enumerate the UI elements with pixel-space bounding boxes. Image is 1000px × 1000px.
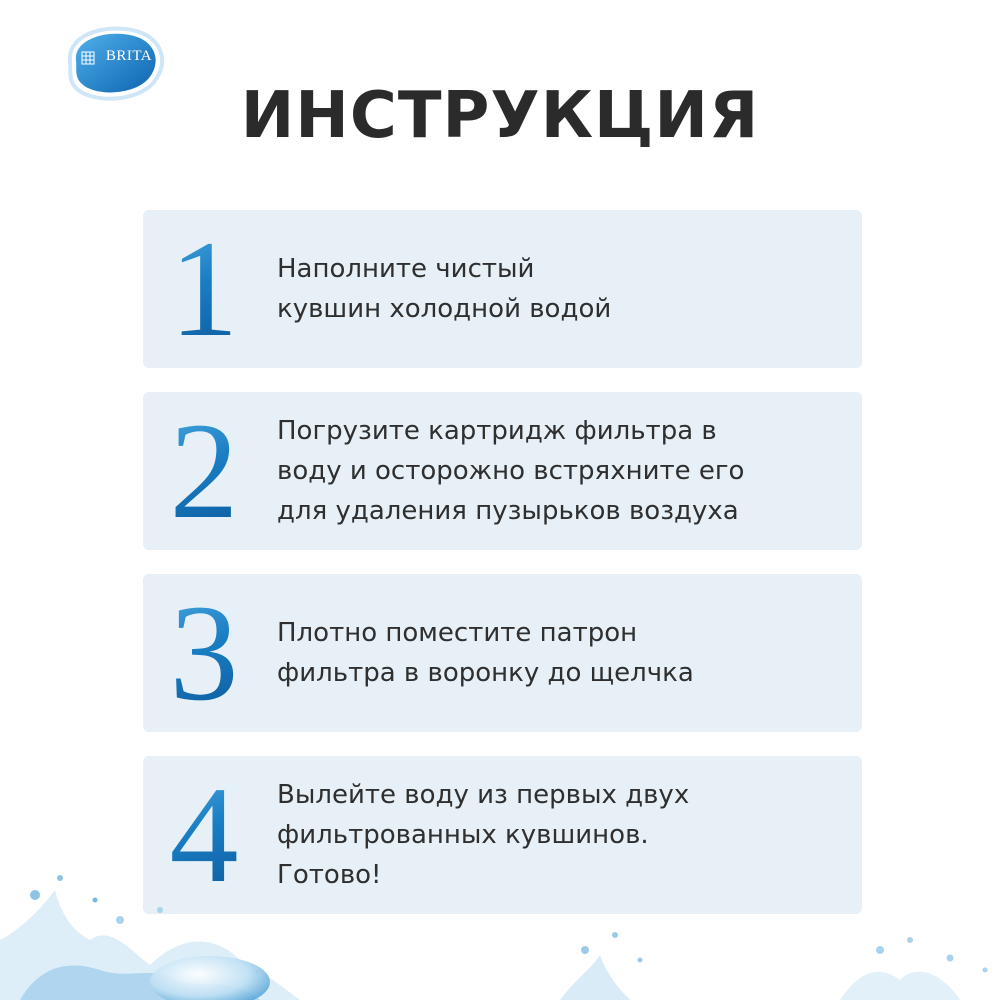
water-splash-decoration [0,870,1000,1000]
step-3-line-2: фильтра в воронку до щелчка [277,658,694,688]
step-1-line-2: кувшин холодной водой [277,294,612,324]
step-text-1 [277,210,840,368]
step-card-2 [143,392,862,550]
step-number-4: 4 [143,756,265,914]
step-2-line-2: воду и осторожно встряхните его [277,456,745,486]
step-text-3 [277,574,840,732]
step-number-1: 1 [143,210,265,368]
step-4-line-2: фильтрованных кувшинов. [277,820,649,850]
step-2-line-1: Погрузите картридж фильтра в [277,416,717,446]
brita-logo-text: BRITA [105,48,153,64]
page-title: ИНСТРУКЦИЯ [240,79,760,153]
step-number-3: 3 [143,574,265,732]
step-number-2: 2 [143,392,265,550]
step-card-3 [143,574,862,732]
step-text-2 [277,392,840,550]
step-card-1 [143,210,862,368]
step-3-line-1: Плотно поместите патрон [277,618,638,648]
step-2-line-3: для удаления пузырьков воздуха [277,496,739,526]
step-1-line-1: Наполните чистый [277,254,535,284]
step-4-line-1: Вылейте воду из первых двух [277,780,690,810]
step-4-line-3: Готово! [277,860,382,890]
